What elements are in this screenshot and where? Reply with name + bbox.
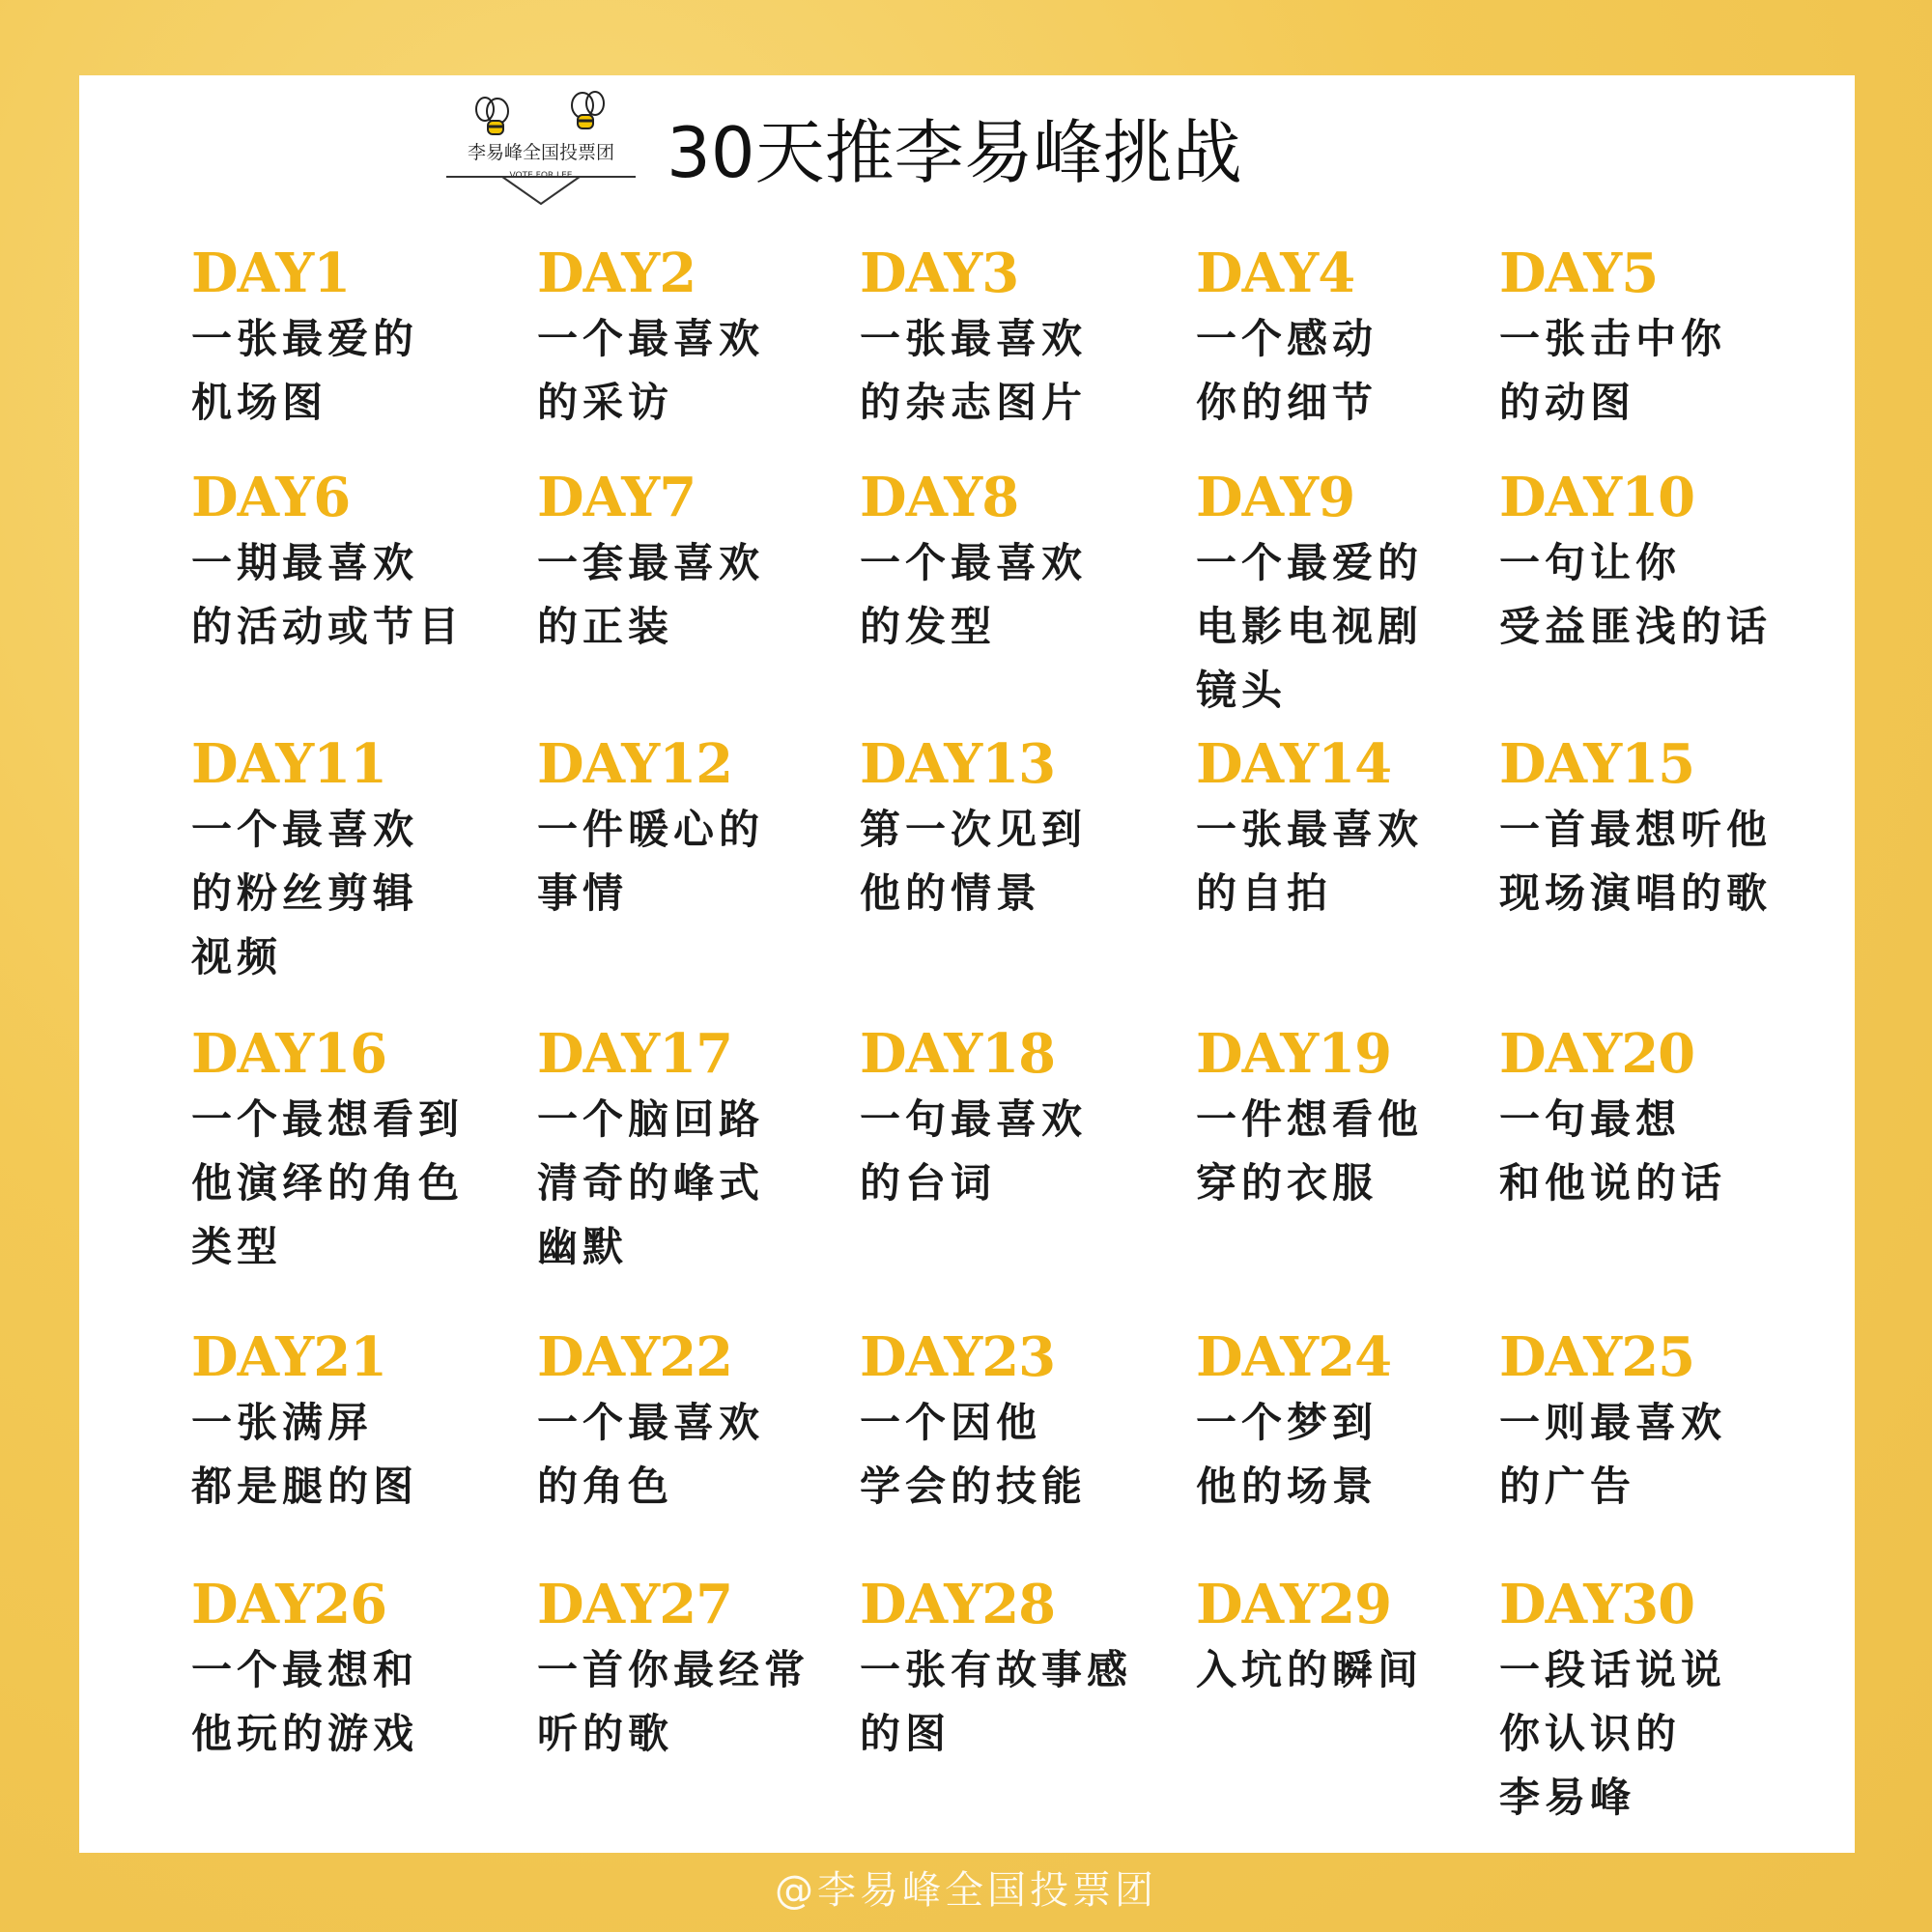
day-label: DAY2 (537, 242, 696, 305)
day-task-line: 一首你最经常 (537, 1646, 810, 1693)
day-label: DAY26 (191, 1573, 387, 1636)
day-task-line: 学会的技能 (860, 1463, 1088, 1510)
day-item (1196, 730, 1515, 925)
day-label: DAY11 (191, 732, 387, 796)
day-label: DAY10 (1499, 466, 1695, 529)
day-label: DAY14 (1196, 732, 1392, 796)
day-item (1499, 464, 1818, 659)
logo-tagline: VOTE FOR LEE (509, 171, 573, 181)
day-task-line: 的发型 (860, 603, 997, 650)
day-label: DAY6 (191, 466, 351, 529)
day-task-line: 他玩的游戏 (191, 1710, 419, 1757)
day-label: DAY25 (1499, 1325, 1695, 1389)
day-task-line: 清奇的峰式 (537, 1159, 765, 1207)
day-task-line: 一张有故事感 (860, 1646, 1133, 1693)
day-task-line: 一张最爱的 (191, 315, 419, 362)
day-label: DAY3 (860, 242, 1019, 305)
day-task-line: 一个最爱的 (1196, 539, 1424, 586)
day-label: DAY15 (1499, 732, 1695, 796)
day-item (537, 464, 856, 659)
day-task-line: 的正装 (537, 603, 674, 650)
day-item (1196, 1323, 1515, 1519)
day-task-line: 一句最喜欢 (860, 1095, 1088, 1143)
day-label: DAY13 (860, 732, 1056, 796)
day-task-line: 一个梦到 (1196, 1399, 1378, 1446)
day-task-line: 一个脑回路 (537, 1095, 765, 1143)
day-label: DAY19 (1196, 1022, 1392, 1086)
day-task-line: 一个最喜欢 (860, 539, 1088, 586)
day-task-line: 你认识的 (1499, 1710, 1682, 1757)
day-task-line: 一期最喜欢 (191, 539, 419, 586)
day-item (1196, 464, 1515, 723)
day-label: DAY1 (191, 242, 351, 305)
day-label: DAY22 (537, 1325, 733, 1389)
day-item (1499, 1020, 1818, 1215)
day-task-line: 一张击中你 (1499, 315, 1727, 362)
day-label: DAY9 (1196, 466, 1355, 529)
day-item (1499, 730, 1818, 925)
day-label: DAY21 (191, 1325, 387, 1389)
day-task-line: 的台词 (860, 1159, 997, 1207)
day-label: DAY20 (1499, 1022, 1695, 1086)
day-task-line: 一个感动 (1196, 315, 1378, 362)
day-item (537, 1571, 856, 1766)
day-label: DAY23 (860, 1325, 1056, 1389)
day-task-line: 第一次见到 (860, 806, 1088, 853)
day-task-line: 的自拍 (1196, 869, 1333, 917)
day-task-line: 他的场景 (1196, 1463, 1378, 1510)
day-item (191, 1571, 510, 1766)
day-task-line: 的杂志图片 (860, 379, 1088, 426)
day-task-line: 机场图 (191, 379, 328, 426)
day-task-line: 穿的衣服 (1196, 1159, 1378, 1207)
day-task-line: 一个最想和 (191, 1646, 419, 1693)
day-task-line: 一件暖心的 (537, 806, 765, 853)
day-label: DAY29 (1196, 1573, 1392, 1636)
day-task-line: 的图 (860, 1710, 952, 1757)
day-label: DAY16 (191, 1022, 387, 1086)
day-task-line: 一段话说说 (1499, 1646, 1727, 1693)
day-task-line: 他演绎的角色 (191, 1159, 465, 1207)
day-task-line: 一个最喜欢 (537, 1399, 765, 1446)
logo-name: 李易峰全国投票团 (467, 142, 614, 163)
day-label: DAY27 (537, 1573, 733, 1636)
day-task-line: 类型 (191, 1223, 283, 1270)
day-item (860, 1571, 1179, 1766)
day-task-line: 的采访 (537, 379, 674, 426)
day-task-line: 你的细节 (1196, 379, 1378, 426)
day-task-line: 现场演唱的歌 (1499, 869, 1773, 917)
day-task-line: 的广告 (1499, 1463, 1636, 1510)
day-task-line: 一首最想听他 (1499, 806, 1773, 853)
day-label: DAY4 (1196, 242, 1355, 305)
day-label: DAY30 (1499, 1573, 1695, 1636)
day-label: DAY12 (537, 732, 733, 796)
day-task-line: 一张最喜欢 (860, 315, 1088, 362)
day-item (860, 240, 1179, 435)
day-task-line: 幽默 (537, 1223, 629, 1270)
day-item (191, 240, 510, 435)
day-task-line: 一个最喜欢 (537, 315, 765, 362)
day-item (860, 730, 1179, 925)
day-task-line: 听的歌 (537, 1710, 674, 1757)
day-task-line: 一句让你 (1499, 539, 1682, 586)
day-item (860, 464, 1179, 659)
day-task-line: 镜头 (1196, 667, 1288, 714)
day-task-line: 的活动或节目 (191, 603, 465, 650)
day-task-line: 李易峰 (1499, 1774, 1636, 1821)
day-task-line: 一张满屏 (191, 1399, 374, 1446)
day-item (860, 1020, 1179, 1215)
day-item (1196, 1571, 1515, 1702)
day-item (1499, 1323, 1818, 1519)
day-task-line: 一张最喜欢 (1196, 806, 1424, 853)
day-label: DAY7 (537, 466, 696, 529)
day-item (860, 1323, 1179, 1519)
day-task-line: 他的情景 (860, 869, 1042, 917)
day-task-line: 和他说的话 (1499, 1159, 1727, 1207)
day-task-line: 一套最喜欢 (537, 539, 765, 586)
day-task-line: 一个因他 (860, 1399, 1042, 1446)
day-item (537, 1020, 856, 1279)
day-task-line: 一个最想看到 (191, 1095, 465, 1143)
day-task-line: 受益匪浅的话 (1499, 603, 1773, 650)
day-label: DAY28 (860, 1573, 1056, 1636)
day-task-line: 的粉丝剪辑 (191, 869, 419, 917)
day-item (1196, 240, 1515, 435)
day-task-line: 入坑的瞬间 (1196, 1646, 1424, 1693)
day-label: DAY17 (537, 1022, 733, 1086)
day-task-line: 的动图 (1499, 379, 1636, 426)
day-task-line: 视频 (191, 933, 283, 980)
day-task-line: 一则最喜欢 (1499, 1399, 1727, 1446)
day-item (537, 1323, 856, 1519)
day-item (537, 240, 856, 435)
day-item (1499, 1571, 1818, 1830)
day-label: DAY24 (1196, 1325, 1392, 1389)
day-item (1499, 240, 1818, 435)
day-item (191, 1323, 510, 1519)
day-task-line: 一句最想 (1499, 1095, 1682, 1143)
day-task-line: 一个最喜欢 (191, 806, 419, 853)
day-item (1196, 1020, 1515, 1215)
day-item (191, 464, 510, 659)
day-label: DAY8 (860, 466, 1019, 529)
page-title: 30天推李易峰挑战 (667, 112, 1242, 193)
day-task-line: 的角色 (537, 1463, 674, 1510)
day-task-line: 都是腿的图 (191, 1463, 419, 1510)
day-label: DAY5 (1499, 242, 1659, 305)
day-task-line: 事情 (537, 869, 629, 917)
day-item (191, 1020, 510, 1279)
day-label: DAY18 (860, 1022, 1056, 1086)
watermark: @李易峰全国投票团 (775, 1868, 1157, 1913)
day-item (537, 730, 856, 925)
day-task-line: 一件想看他 (1196, 1095, 1424, 1143)
day-task-line: 电影电视剧 (1196, 603, 1424, 650)
day-item (191, 730, 510, 989)
